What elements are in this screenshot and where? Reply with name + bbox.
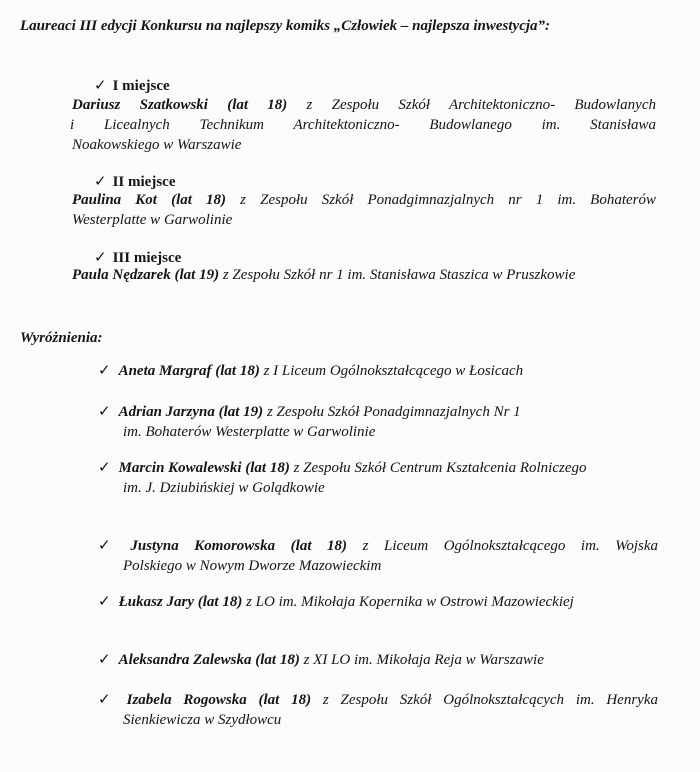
school-line: z Liceum Ogólnokształcącego im. Wojska	[362, 538, 658, 554]
checkmark-icon: ✓	[98, 538, 123, 554]
winner-name: Dariusz Szatkowski (lat 18)	[72, 97, 288, 113]
checkmark-icon: ✓	[98, 652, 111, 668]
honoree-name: Aleksandra Zalewska (lat 18)	[118, 652, 300, 668]
place-1-entry	[72, 95, 656, 155]
honoree-name: Marcin Kowalewski (lat 18)	[118, 460, 290, 476]
school-line: z Zespołu Szkół Centrum Kształcenia Rolniczego	[293, 460, 587, 476]
place-2-heading	[94, 172, 175, 191]
checkmark-icon: ✓	[94, 250, 107, 266]
place-label: III miejsce	[112, 250, 182, 266]
honorable-entry	[98, 402, 658, 442]
school-line: im. J. Dziubińskiej w Golądkowie	[123, 480, 325, 496]
honorable-entry	[98, 458, 658, 498]
school-line: Sienkiewicza w Szydłowcu	[123, 712, 282, 728]
school-line: z Zespołu Szkół Architektoniczno- Budowlanych	[306, 97, 656, 113]
honorable-entry	[98, 361, 658, 381]
honoree-name: Adrian Jarzyna (lat 19)	[118, 404, 264, 420]
checkmark-icon: ✓	[98, 404, 111, 420]
school-line: z Zespołu Szkół nr 1 im. Stanisława Staszica w Pruszkowie	[222, 267, 576, 283]
place-1-heading	[94, 76, 170, 95]
school-line: z Zespołu Szkół Ogólnokształcących im. Henryka	[322, 692, 658, 708]
honoree-name: Łukasz Jary (lat 18)	[118, 594, 243, 610]
honorable-entry	[98, 592, 658, 612]
school-line: Noakowskiego w Warszawie	[72, 137, 242, 153]
winner-name: Paulina Kot (lat 18)	[72, 192, 227, 208]
place-2-entry	[72, 190, 656, 230]
school-line: im. Bohaterów Westerplatte w Garwolinie	[123, 424, 376, 440]
school-line: z Zespołu Szkół Ponadgimnazjalnych Nr 1	[266, 404, 521, 420]
honorable-entry	[98, 650, 658, 670]
place-3-entry	[72, 265, 656, 285]
checkmark-icon: ✓	[98, 692, 119, 708]
school-line: Westerplatte w Garwolinie	[72, 212, 233, 228]
checkmark-icon: ✓	[98, 460, 111, 476]
checkmark-icon: ✓	[98, 363, 111, 379]
school-line: Polskiego w Nowym Dworze Mazowieckim	[123, 558, 382, 574]
winner-name: Paula Nędzarek (lat 19)	[72, 267, 220, 283]
place-label: II miejsce	[112, 174, 176, 190]
checkmark-icon: ✓	[98, 594, 111, 610]
honorable-entry	[98, 690, 658, 730]
school-line: z XI LO im. Mikołaja Reja w Warszawie	[303, 652, 544, 668]
honoree-name: Justyna Komorowska (lat 18)	[130, 538, 348, 554]
checkmark-icon: ✓	[94, 174, 107, 190]
school-line: z Zespołu Szkół Ponadgimnazjalnych nr 1 im. Bohaterów	[240, 192, 657, 208]
place-label: I miejsce	[112, 78, 170, 94]
school-line: z I Liceum Ogólnokształcącego w Łosicach	[263, 363, 524, 379]
honorable-entry	[98, 536, 658, 576]
document-title: Laureaci III edycji Konkursu na najlepszy komiks „Człowiek – najlepsza inwestycja”:	[20, 18, 551, 34]
honoree-name: Izabela Rogowska (lat 18)	[126, 692, 312, 708]
school-line: i Licealnych Technikum Architektoniczno- Budowlanego im. Stanisława	[70, 117, 656, 133]
checkmark-icon: ✓	[94, 78, 107, 94]
honorable-mentions-heading: Wyróżnienia:	[20, 330, 103, 346]
honoree-name: Aneta Margraf (lat 18)	[118, 363, 260, 379]
school-line: z LO im. Mikołaja Kopernika w Ostrowi Mazowieckiej	[246, 594, 574, 610]
